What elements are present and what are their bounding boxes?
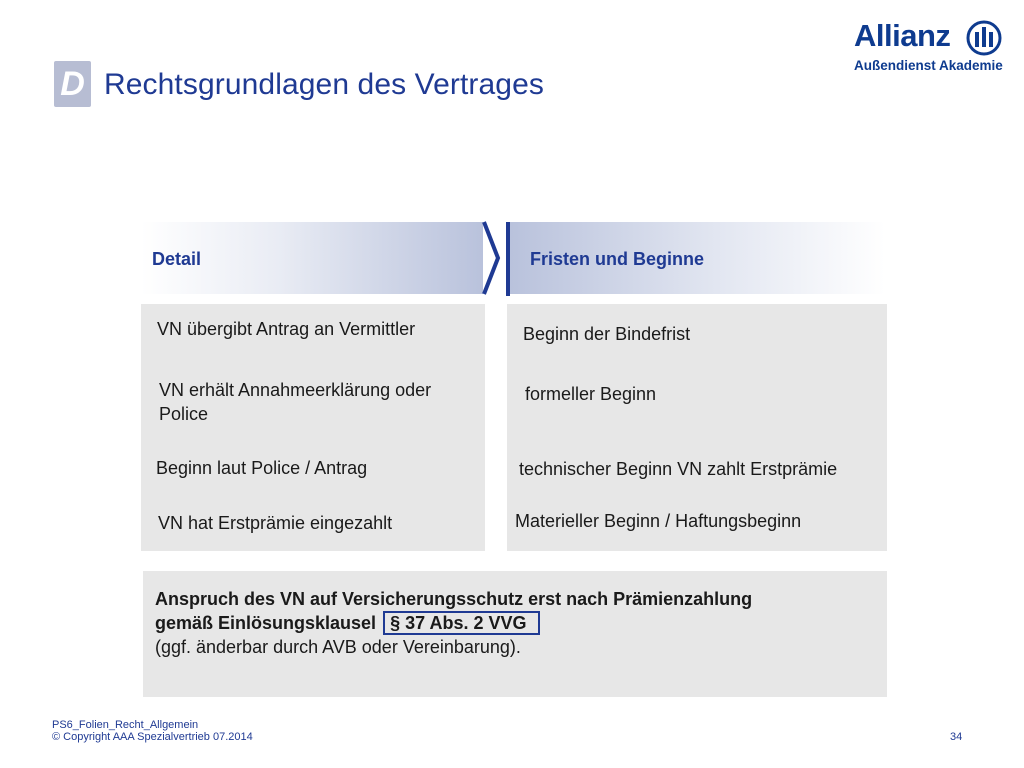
- note-line-2-prefix: gemäß Einlösungsklausel: [155, 613, 377, 633]
- allianz-eagle-icon: [966, 20, 1002, 56]
- page-number: 34: [950, 731, 963, 743]
- note-line-3: (ggf. änderbar durch AVB oder Vereinbarung).: [155, 637, 521, 657]
- logo-wordmark: Allianz: [854, 18, 951, 53]
- fristen-item: technischer Beginn VN zahlt Erstprämie: [519, 459, 838, 479]
- detail-item: Police: [159, 404, 209, 424]
- logo-subtitle: Außendienst Akademie: [854, 58, 1003, 73]
- detail-item: VN übergibt Antrag an Vermittler: [157, 319, 416, 339]
- footer-copyright: © Copyright AAA Spezialvertrieb 07.2014: [52, 731, 253, 743]
- allianz-logo: [852, 18, 1002, 78]
- page-title: Rechtsgrundlagen des Vertrages: [104, 68, 544, 101]
- fristen-item: Materieller Beginn / Haftungsbeginn: [515, 511, 802, 531]
- note-line-1: Anspruch des VN auf Versicherungsschutz erst nach Prämienzahlung: [155, 589, 753, 609]
- chevron-divider-icon: [480, 220, 514, 298]
- detail-item: VN erhält Annahmeerklärung oder: [159, 380, 432, 400]
- footer-file: PS6_Folien_Recht_Allgemein: [52, 719, 199, 731]
- fristen-item: formeller Beginn: [525, 384, 657, 404]
- detail-item: VN hat Erstprämie eingezahlt: [158, 513, 393, 533]
- fristen-heading: Fristen und Beginne: [530, 249, 705, 269]
- vvg-reference-highlight: § 37 Abs. 2 VVG: [383, 611, 540, 635]
- detail-item: Beginn laut Police / Antrag: [156, 458, 368, 478]
- section-badge: D: [54, 61, 91, 107]
- note-line-2: [155, 611, 540, 635]
- fristen-item: Beginn der Bindefrist: [523, 324, 691, 344]
- detail-heading: Detail: [152, 249, 202, 269]
